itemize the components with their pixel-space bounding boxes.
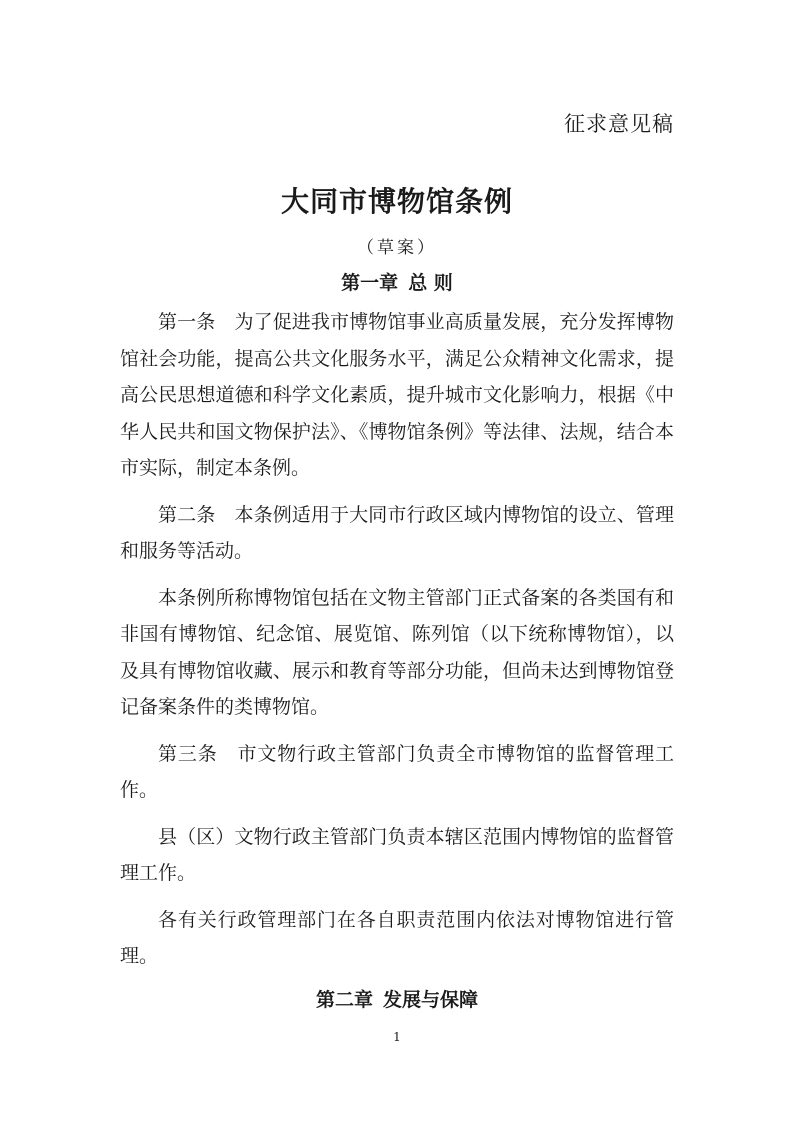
document-subtitle: （草案） [357, 238, 437, 258]
chapter-number: 第二章 [315, 989, 373, 1011]
document-title: 大同市博物馆条例 [280, 185, 513, 218]
article-3-paragraph-3: 各有关行政管理部门在各自职责范围内依法对博物馆进行管理。 [120, 908, 674, 967]
article-3: 第三条 市文物行政主管部门负责全市博物馆的监督管理工作。 [120, 742, 674, 801]
chapter-name: 发展与保障 [383, 989, 479, 1011]
chapter-number: 第一章 [341, 272, 399, 294]
article-2: 第二条 本条例适用于大同市行政区域内博物馆的设立、管理和服务等活动。 [120, 503, 674, 562]
draft-mark: 征求意见稿 [564, 112, 674, 136]
chapter-name: 总 则 [408, 272, 453, 294]
body-text [120, 304, 674, 975]
chapter-heading-1 [0, 268, 794, 295]
article-3-paragraph-2: 县（区）文物行政主管部门负责本辖区范围内博物馆的监督管理工作。 [120, 825, 674, 884]
article-2-paragraph-2: 本条例所称博物馆包括在文物主管部门正式备案的各类国有和非国有博物馆、纪念馆、展览馆、陈列馆（以下统称博物馆），以及具有博物馆收藏、展示和教育等部分功能，但尚未达到博物馆登记备案条件的类博物馆。 [120, 586, 674, 718]
page-number: 1 [393, 1030, 401, 1044]
chapter-heading-2 [0, 985, 794, 1012]
article-1: 第一条 为了促进我市博物馆事业高质量发展，充分发挥博物馆社会功能，提高公共文化服务水平，满足公众精神文化需求，提高公民思想道德和科学文化素质，提升城市文化影响力，根据《中华人民共和国文物保护法》、《博物馆条例》等法律、法规，结合本市实际，制定本条例。 [120, 311, 674, 479]
